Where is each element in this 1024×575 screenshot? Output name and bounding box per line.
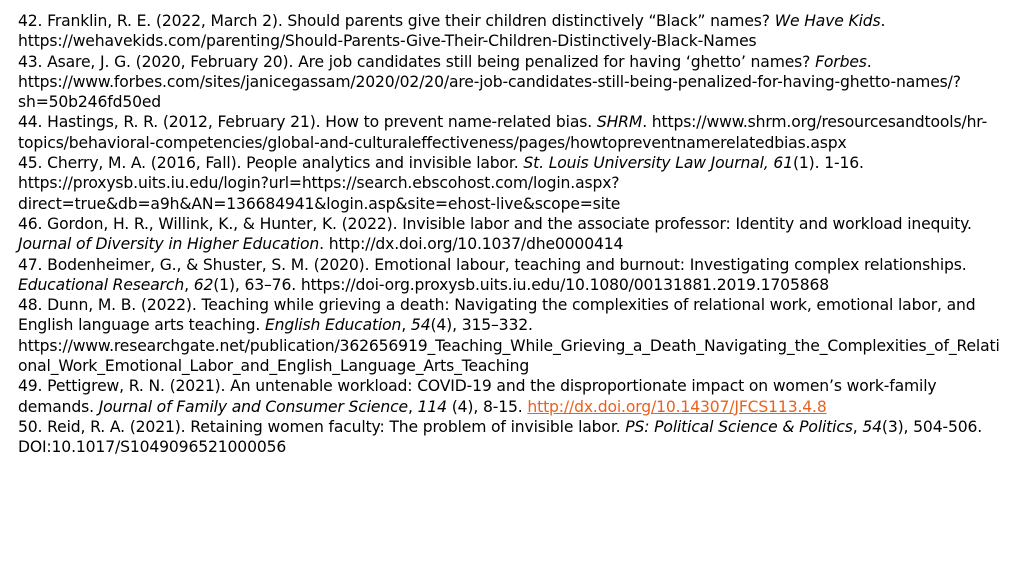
reference-text: ,	[407, 397, 418, 416]
reference-item	[18, 295, 1008, 376]
reference-source: St. Louis University Law Journal, 61	[523, 154, 793, 173]
reference-text: . https://www.shrm.org/resourcesandtools/hr-topics/behavioral-competencies/global-and-culturaleffectiveness/pages/howtopreventnamerelatedbias.aspx	[18, 113, 988, 152]
reference-item	[18, 417, 1008, 458]
reference-text: (4), 8-15.	[446, 397, 528, 416]
reference-text: 47. Bodenheimer, G., & Shuster, S. M. (2020). Emotional labour, teaching and burnout: Investigating complex relationships.	[18, 255, 967, 274]
reference-source: English Education	[264, 316, 402, 335]
reference-item	[18, 11, 1008, 52]
reference-source: We Have Kids	[774, 12, 881, 30]
reference-text: ,	[184, 275, 194, 294]
reference-source: Forbes	[815, 52, 867, 71]
reference-text: 48. Dunn, M. B. (2022). Teaching while grieving a death: Navigating the complexities of relational work, emotional labor, and English language arts teaching.	[18, 296, 976, 335]
reference-text: (1). 1-16. https://proxysb.uits.iu.edu/login?url=https://search.ebscohost.com/login.aspx?direct=true&db=a9h&AN=136684941&login.asp&site=ehost-live&scope=site	[18, 154, 864, 213]
reference-text: ,	[852, 417, 863, 436]
reference-text: 42. Franklin, R. E. (2022, March 2). Should parents give their children distinctively “Black” names?	[18, 12, 775, 30]
reference-list	[18, 11, 1008, 458]
reference-item	[18, 52, 1008, 113]
reference-source: PS: Political Science & Politics	[625, 417, 853, 436]
reference-text: 44. Hastings, R. R. (2012, February 21). How to prevent name-related bias.	[18, 113, 597, 132]
reference-item	[18, 214, 1008, 255]
reference-text: (1), 63–76. https://doi-org.proxysb.uits.iu.edu/10.1080/00131881.2019.1705868	[213, 275, 830, 294]
reference-volume: 62	[193, 275, 214, 294]
reference-source: Journal of Family and Consumer Science	[98, 397, 408, 416]
reference-text: (4), 315–332. https://www.researchgate.net/publication/362656919_Teaching_While_Grieving_a_Death_Navigating_the_Complexities_of_Relational_Work_Emotional_Labor_and_English_Language_Arts_Teaching	[18, 316, 1000, 376]
reference-text: 45. Cherry, M. A. (2016, Fall). People analytics and invisible labor.	[18, 154, 524, 173]
reference-volume: 54	[410, 316, 431, 335]
reference-item	[18, 112, 1008, 153]
reference-text: . https://wehavekids.com/parenting/Should-Parents-Give-Their-Children-Distinctively-Black-Names	[18, 12, 886, 51]
reference-text: 43. Asare, J. G. (2020, February 20). Are job candidates still being penalized for having ‘ghetto’ names?	[18, 52, 816, 71]
reference-text: 50. Reid, R. A. (2021). Retaining women faculty: The problem of invisible labor.	[18, 417, 626, 436]
reference-text: . https://www.forbes.com/sites/janicegassam/2020/02/20/are-job-candidates-still-being-penalized-for-having-ghetto-names/?sh=50b246fd50ed	[18, 52, 961, 112]
reference-text: 46. Gordon, H. R., Willink, K., & Hunter, K. (2022). Invisible labor and the associate professor: Identity and workload inequity.	[18, 214, 972, 233]
reference-text: ,	[401, 316, 411, 335]
reference-item	[18, 255, 1008, 296]
reference-source: Educational Research	[18, 275, 185, 294]
reference-text: . http://dx.doi.org/10.1037/dhe0000414	[319, 235, 624, 254]
doi-link[interactable]: http://dx.doi.org/10.14307/JFCS113.4.8	[527, 397, 827, 416]
reference-volume: 54	[862, 417, 882, 436]
reference-item	[18, 376, 1008, 417]
reference-text: 49. Pettigrew, R. N. (2021). An untenable workload: COVID-19 and the disproportionate impact on women’s work-family demands.	[18, 377, 937, 416]
reference-item	[18, 153, 1008, 214]
reference-source: Journal of Diversity in Higher Education	[18, 235, 320, 254]
reference-source: SHRM	[596, 113, 643, 132]
reference-volume: 114	[417, 397, 447, 416]
reference-text: (3), 504-506. DOI:10.1017/S1049096521000056	[18, 417, 983, 457]
